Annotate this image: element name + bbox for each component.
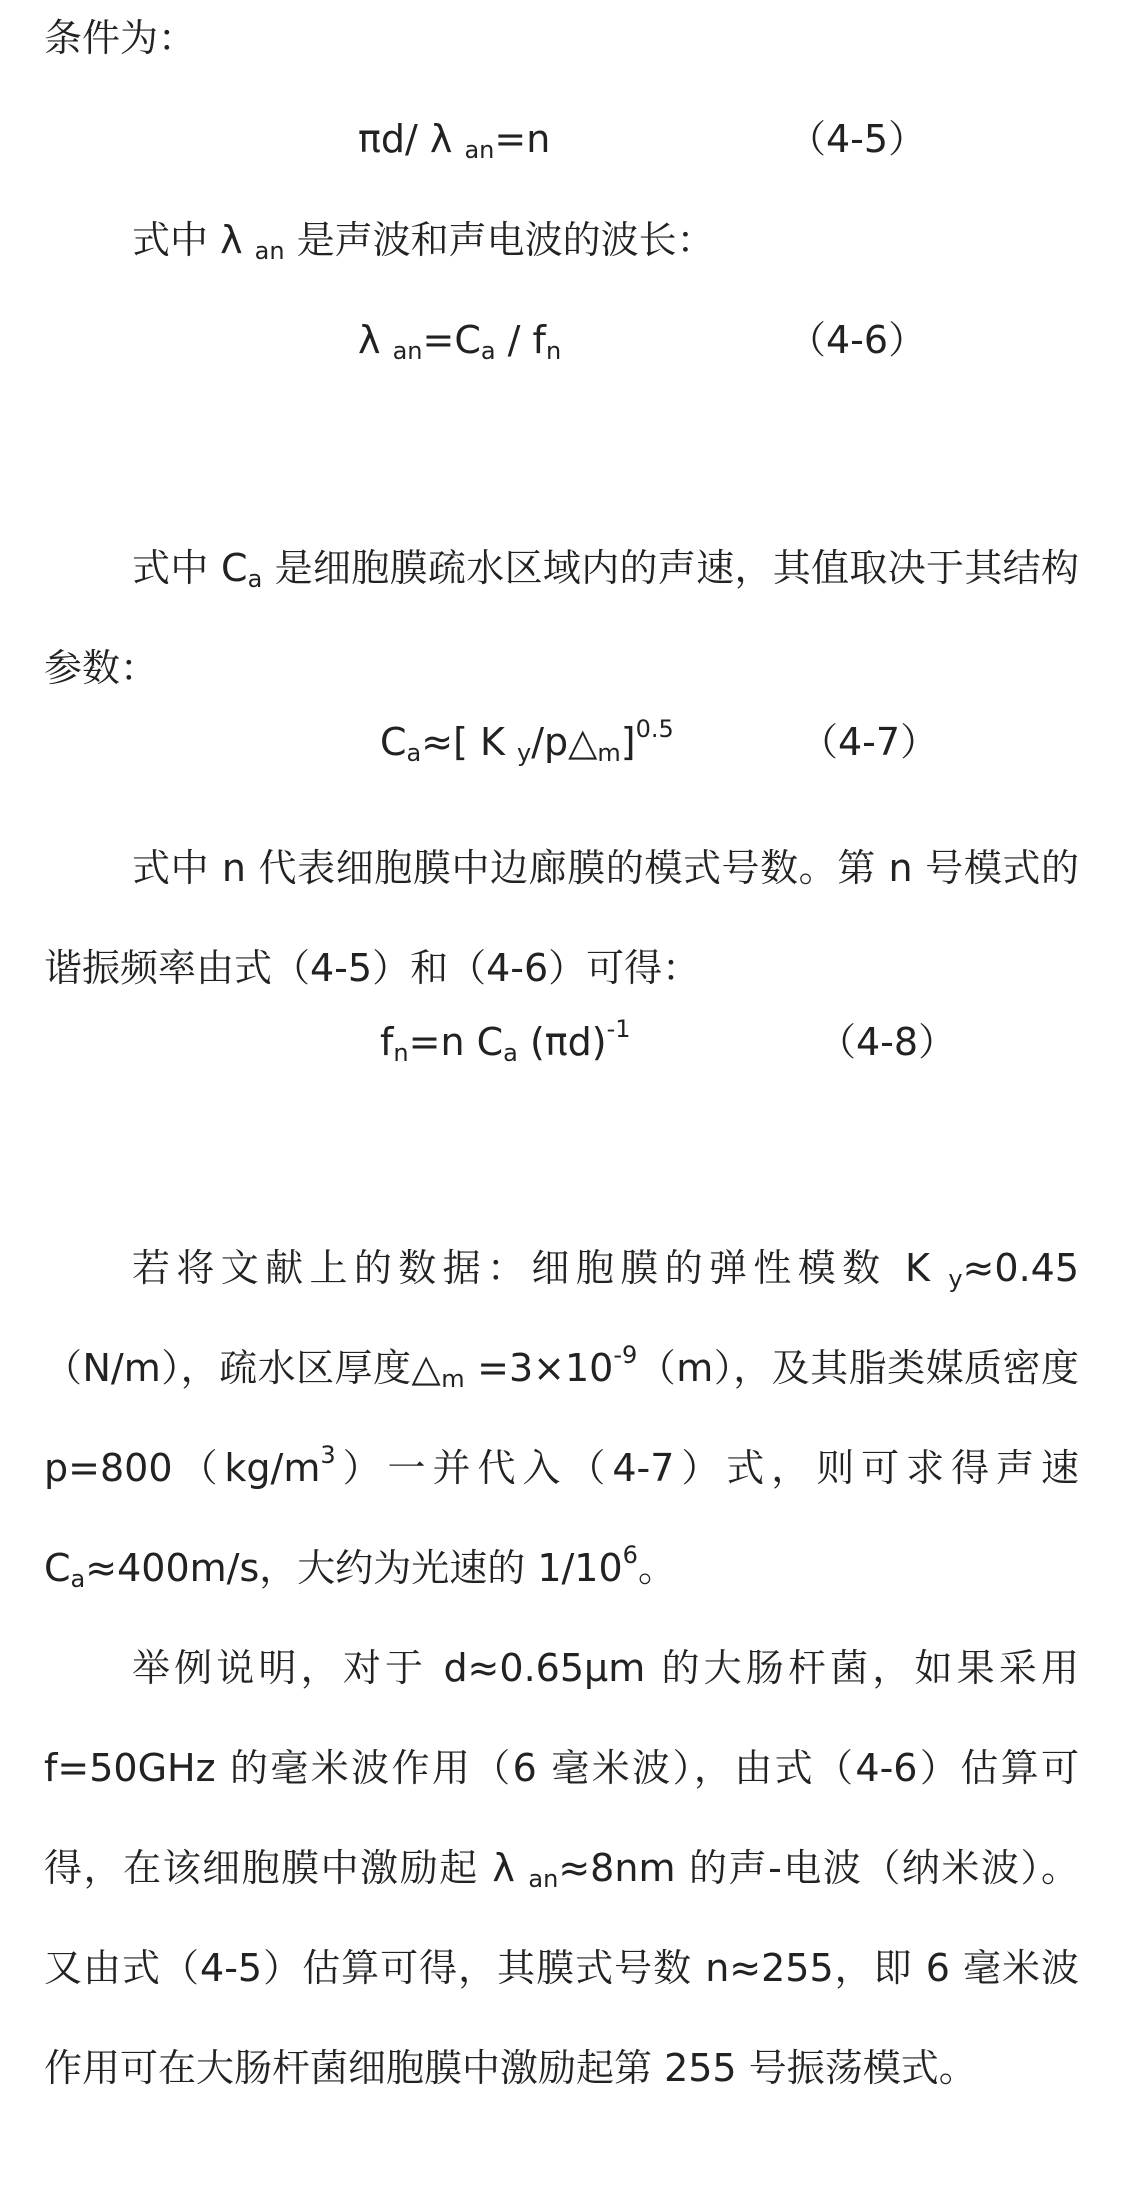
lambda-description: 式中 λ $_{an}$ 是声波和声电波的波长： <box>132 218 715 265</box>
conditions-line: 条件为： <box>44 16 197 60</box>
equation-number-4-8: （4-8） <box>818 1020 957 1064</box>
data-paragraph: 若将文献上的数据：细胞膜的弹性模数 K $_y$≈0.45（N/m），疏水区厚度$\triangle_m =3\times 10^{-9}(m)$，及其脂类媒质密度 $p=800(kg/m^3)$一并代入（4-7）式，则可求得声速 $C_a\approx 400m/s$，大约为光速的 $1/10^6$。 <box>44 1246 1079 1593</box>
equation-4-5: πd/ λ $_{an}$=n <box>358 117 551 164</box>
mode-number-paragraph: 式中 n 代表细胞膜中边廊膜的模式号数。第 n 号模式的谐振频率由式（4-5）和（4-6）可得： <box>44 846 1079 990</box>
equation-number-4-5: （4-5） <box>788 117 927 161</box>
example-paragraph: 举例说明，对于 d≈0.65μm 的大肠杆菌，如果采用 f=50GHz 的毫米波作用（6 毫米波），由式（4-6）估算可得，在该细胞膜中激励起 λ $_{an}$≈8nm 的声-电波（纳米波）。又由式（4-5）估算可得，其膜式号数 n≈255，即 6 毫米波作用可在大肠杆菌细胞膜中激励起第 255 号振荡模式。 <box>44 1646 1079 2090</box>
equation-4-6: λ $_{an}=C_a / f_n$ <box>358 318 562 365</box>
equation-4-7: $C_a\approx$[ K $_y/p\triangle_m]^{0.5}$ <box>380 715 674 767</box>
equation-number-4-6: （4-6） <box>788 318 927 362</box>
equation-number-4-7: （4-7） <box>800 720 939 764</box>
ca-paragraph: 式中 $C_a$ 是细胞膜疏水区域内的声速，其值取决于其结构参数： <box>44 546 1079 690</box>
equation-4-8: $f_n=n$ $C_a$ $(\pi d)^{-1}$ <box>380 1015 631 1067</box>
